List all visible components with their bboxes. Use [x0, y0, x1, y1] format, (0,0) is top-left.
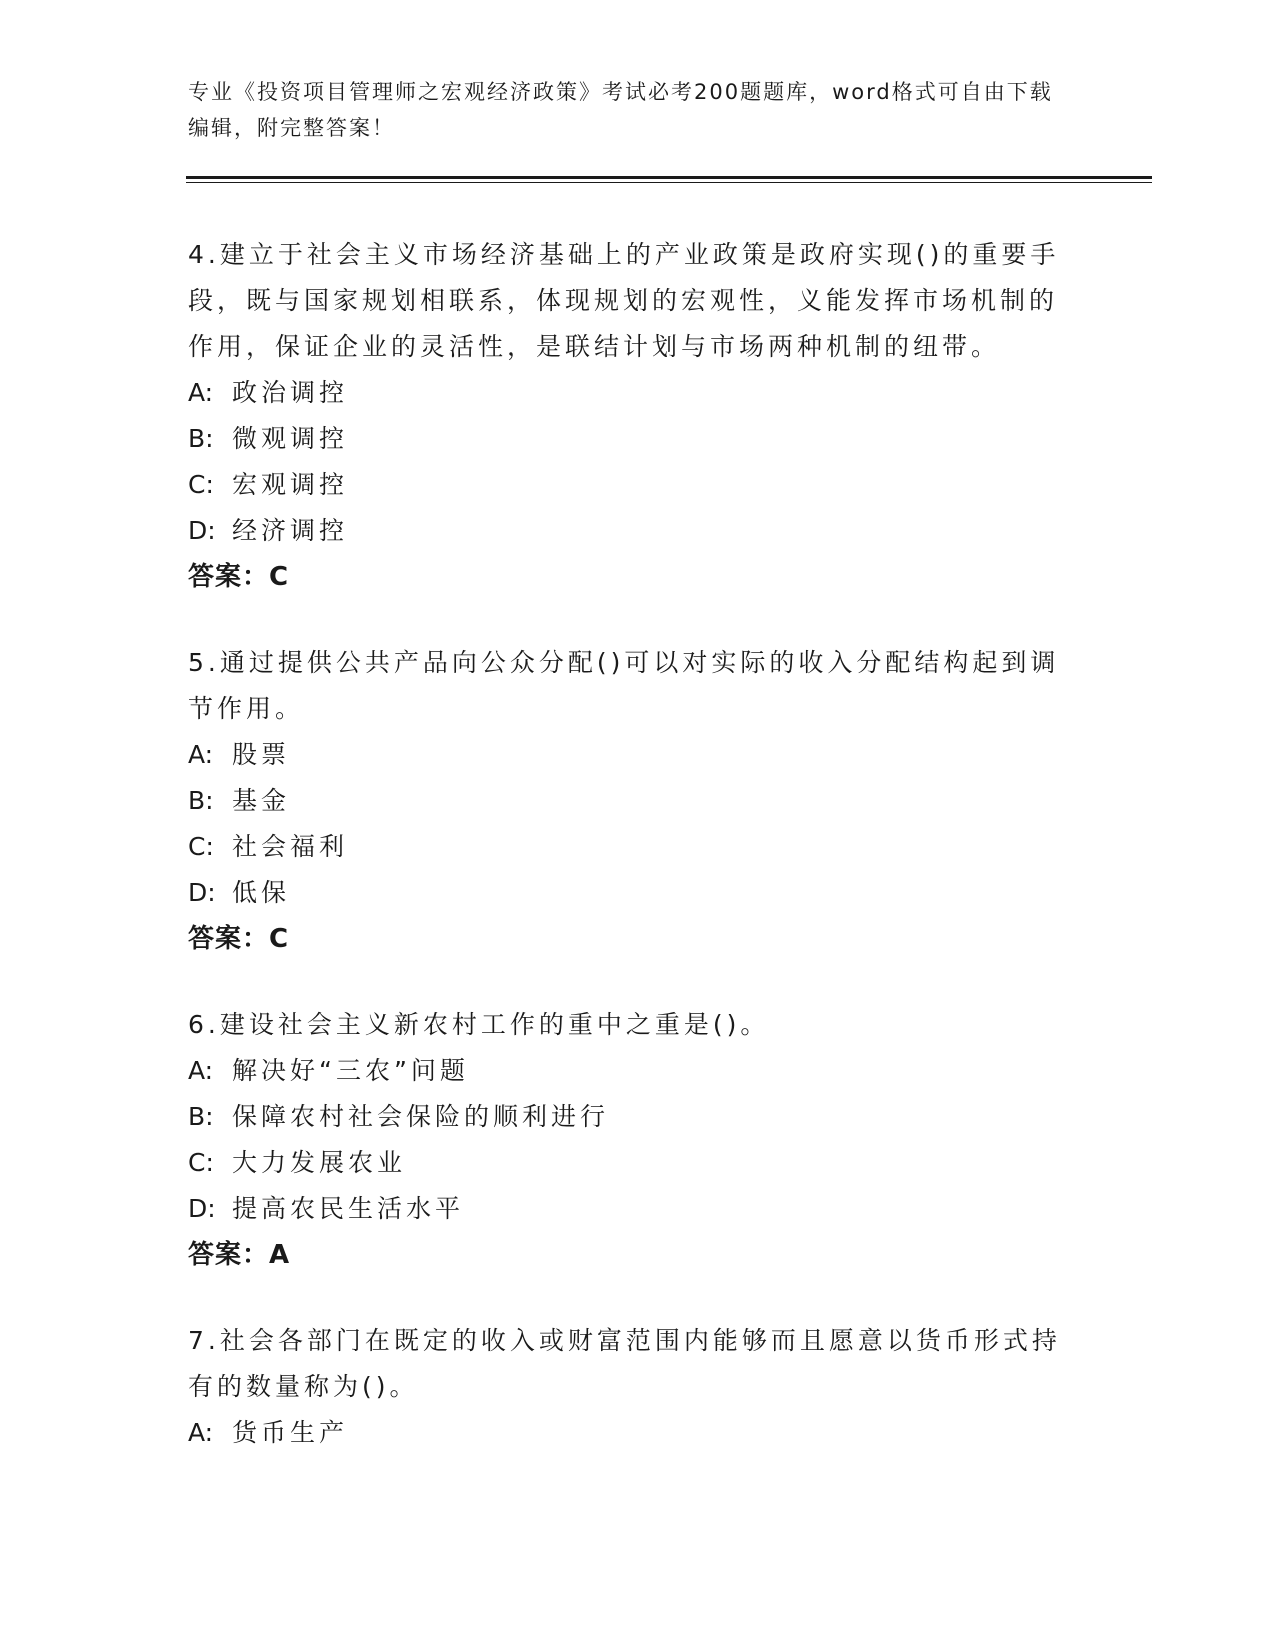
option-text: 大力发展农业	[232, 1148, 407, 1177]
option-text: 解决好“三农”问题	[232, 1056, 469, 1085]
question-item	[188, 1002, 1068, 1278]
header-rule-thin	[186, 182, 1152, 183]
answer-line: 答案：A	[188, 1240, 291, 1270]
option-b	[188, 416, 1068, 462]
option-key: C:	[188, 1148, 214, 1177]
option-d	[188, 870, 1068, 916]
option-c	[188, 824, 1068, 870]
option-a	[188, 1048, 1068, 1094]
header-rule-thick	[186, 176, 1152, 179]
option-key: A:	[188, 740, 214, 769]
option-key: D:	[188, 878, 216, 907]
question-stem: 6.建设社会主义新农村工作的重中之重是()。	[188, 1010, 770, 1039]
option-text: 基金	[232, 786, 291, 815]
option-text: 宏观调控	[232, 470, 349, 499]
option-key: B:	[188, 1102, 214, 1131]
option-key: D:	[188, 1194, 216, 1223]
document-header: 专业《投资项目管理师之宏观经济政策》考试必考200题题库，word格式可自由下载编辑，附完整答案！	[188, 80, 1053, 140]
option-a	[188, 732, 1068, 778]
answer-line: 答案：C	[188, 562, 290, 592]
option-c	[188, 462, 1068, 508]
option-key: C:	[188, 470, 214, 499]
option-text: 低保	[232, 878, 291, 907]
option-key: A:	[188, 1056, 214, 1085]
option-key: B:	[188, 786, 214, 815]
question-list	[188, 232, 1068, 1496]
question-stem: 7.社会各部门在既定的收入或财富范围内能够而且愿意以货币形式持有的数量称为()。	[188, 1326, 1061, 1401]
option-text: 保障农村社会保险的顺利进行	[232, 1102, 610, 1131]
option-text: 货币生产	[232, 1418, 349, 1447]
option-key: A:	[188, 1418, 214, 1447]
option-b	[188, 778, 1068, 824]
option-c	[188, 1140, 1068, 1186]
option-b	[188, 1094, 1068, 1140]
question-item	[188, 232, 1068, 600]
option-text: 社会福利	[232, 832, 349, 861]
option-text: 提高农民生活水平	[232, 1194, 465, 1223]
option-key: B:	[188, 424, 214, 453]
question-stem: 5.通过提供公共产品向公众分配()可以对实际的收入分配结构起到调节作用。	[188, 648, 1060, 723]
option-d	[188, 1186, 1068, 1232]
question-item	[188, 640, 1068, 962]
option-key: A:	[188, 378, 214, 407]
option-d	[188, 508, 1068, 554]
option-a	[188, 370, 1068, 416]
option-text: 微观调控	[232, 424, 349, 453]
option-key: C:	[188, 832, 214, 861]
option-key: D:	[188, 516, 216, 545]
option-a	[188, 1410, 1068, 1456]
option-text: 经济调控	[232, 516, 349, 545]
option-text: 政治调控	[232, 378, 349, 407]
option-text: 股票	[232, 740, 291, 769]
question-item	[188, 1318, 1068, 1456]
question-stem: 4.建立于社会主义市场经济基础上的产业政策是政府实现()的重要手段，既与国家规划相联系，体现规划的宏观性，义能发挥市场机制的作用，保证企业的灵活性，是联结计划与市场两种机制的纽带。	[188, 240, 1060, 361]
answer-line: 答案：C	[188, 924, 290, 954]
